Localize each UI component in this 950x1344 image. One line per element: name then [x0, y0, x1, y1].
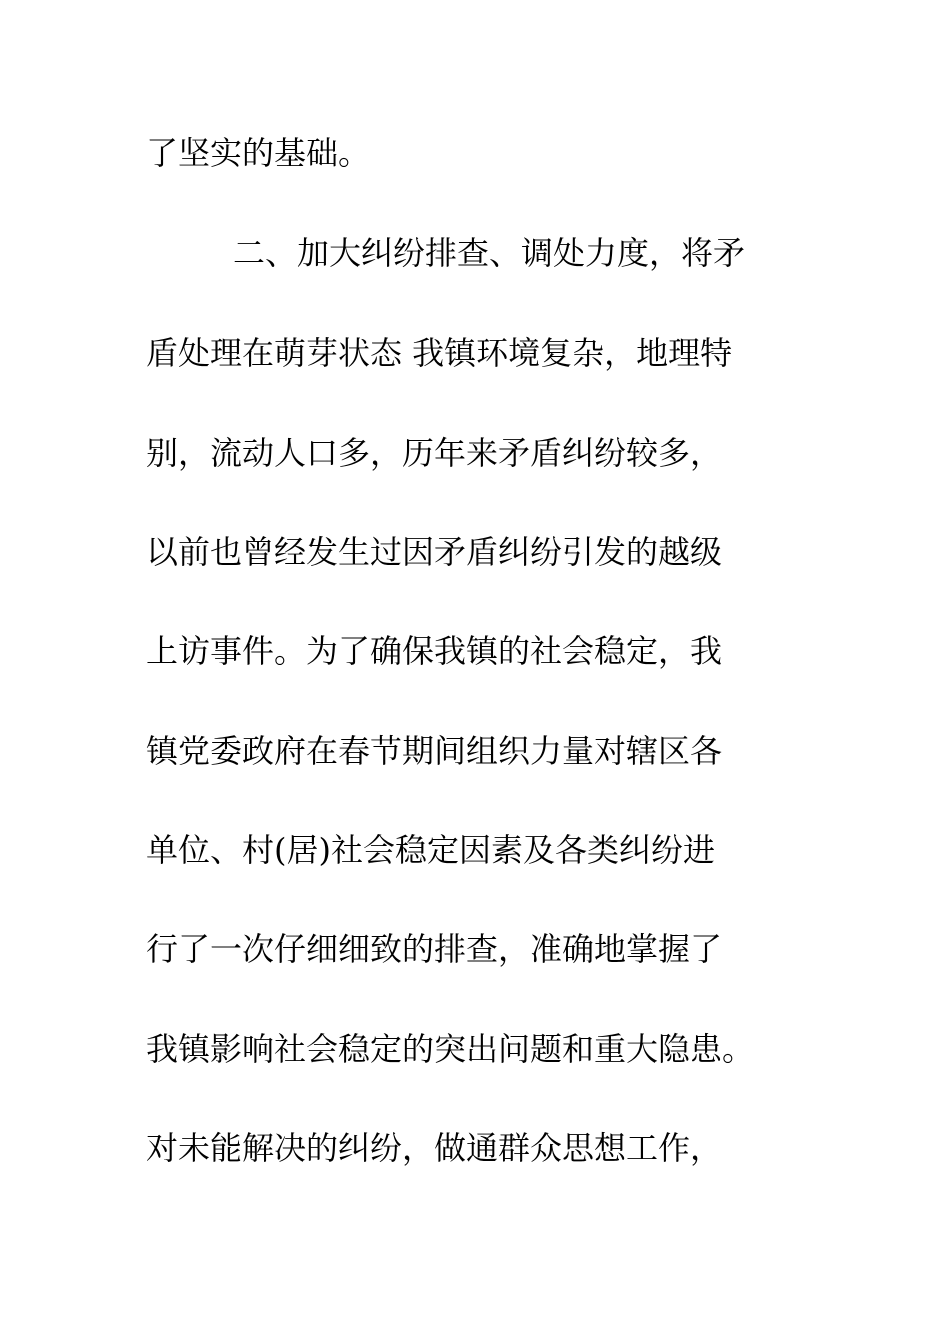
section-heading-line: 二、加大纠纷排查、调处力度，将矛	[233, 234, 746, 272]
text-line-9: 行了一次仔细细致的排查，准确地掌握了	[146, 930, 723, 968]
text-line-10: 我镇影响社会稳定的突出问题和重大隐患。	[146, 1030, 755, 1068]
text-line-7: 镇党委政府在春节期间组织力量对辖区各	[146, 732, 723, 770]
text-line-5: 以前也曾经发生过因矛盾纠纷引发的越级	[146, 533, 723, 571]
text-line-6: 上访事件。为了确保我镇的社会稳定，我	[146, 632, 723, 670]
text-line-8: 单位、村(居)社会稳定因素及各类纠纷进	[146, 831, 715, 869]
text-line-11: 对未能解决的纠纷，做通群众思想工作，	[146, 1129, 723, 1167]
text-line-3: 盾处理在萌芽状态 我镇环境复杂，地理特	[146, 334, 733, 372]
text-line-1: 了坚实的基础。	[146, 134, 371, 172]
text-line-4: 别，流动人口多，历年来矛盾纠纷较多，	[146, 434, 723, 472]
